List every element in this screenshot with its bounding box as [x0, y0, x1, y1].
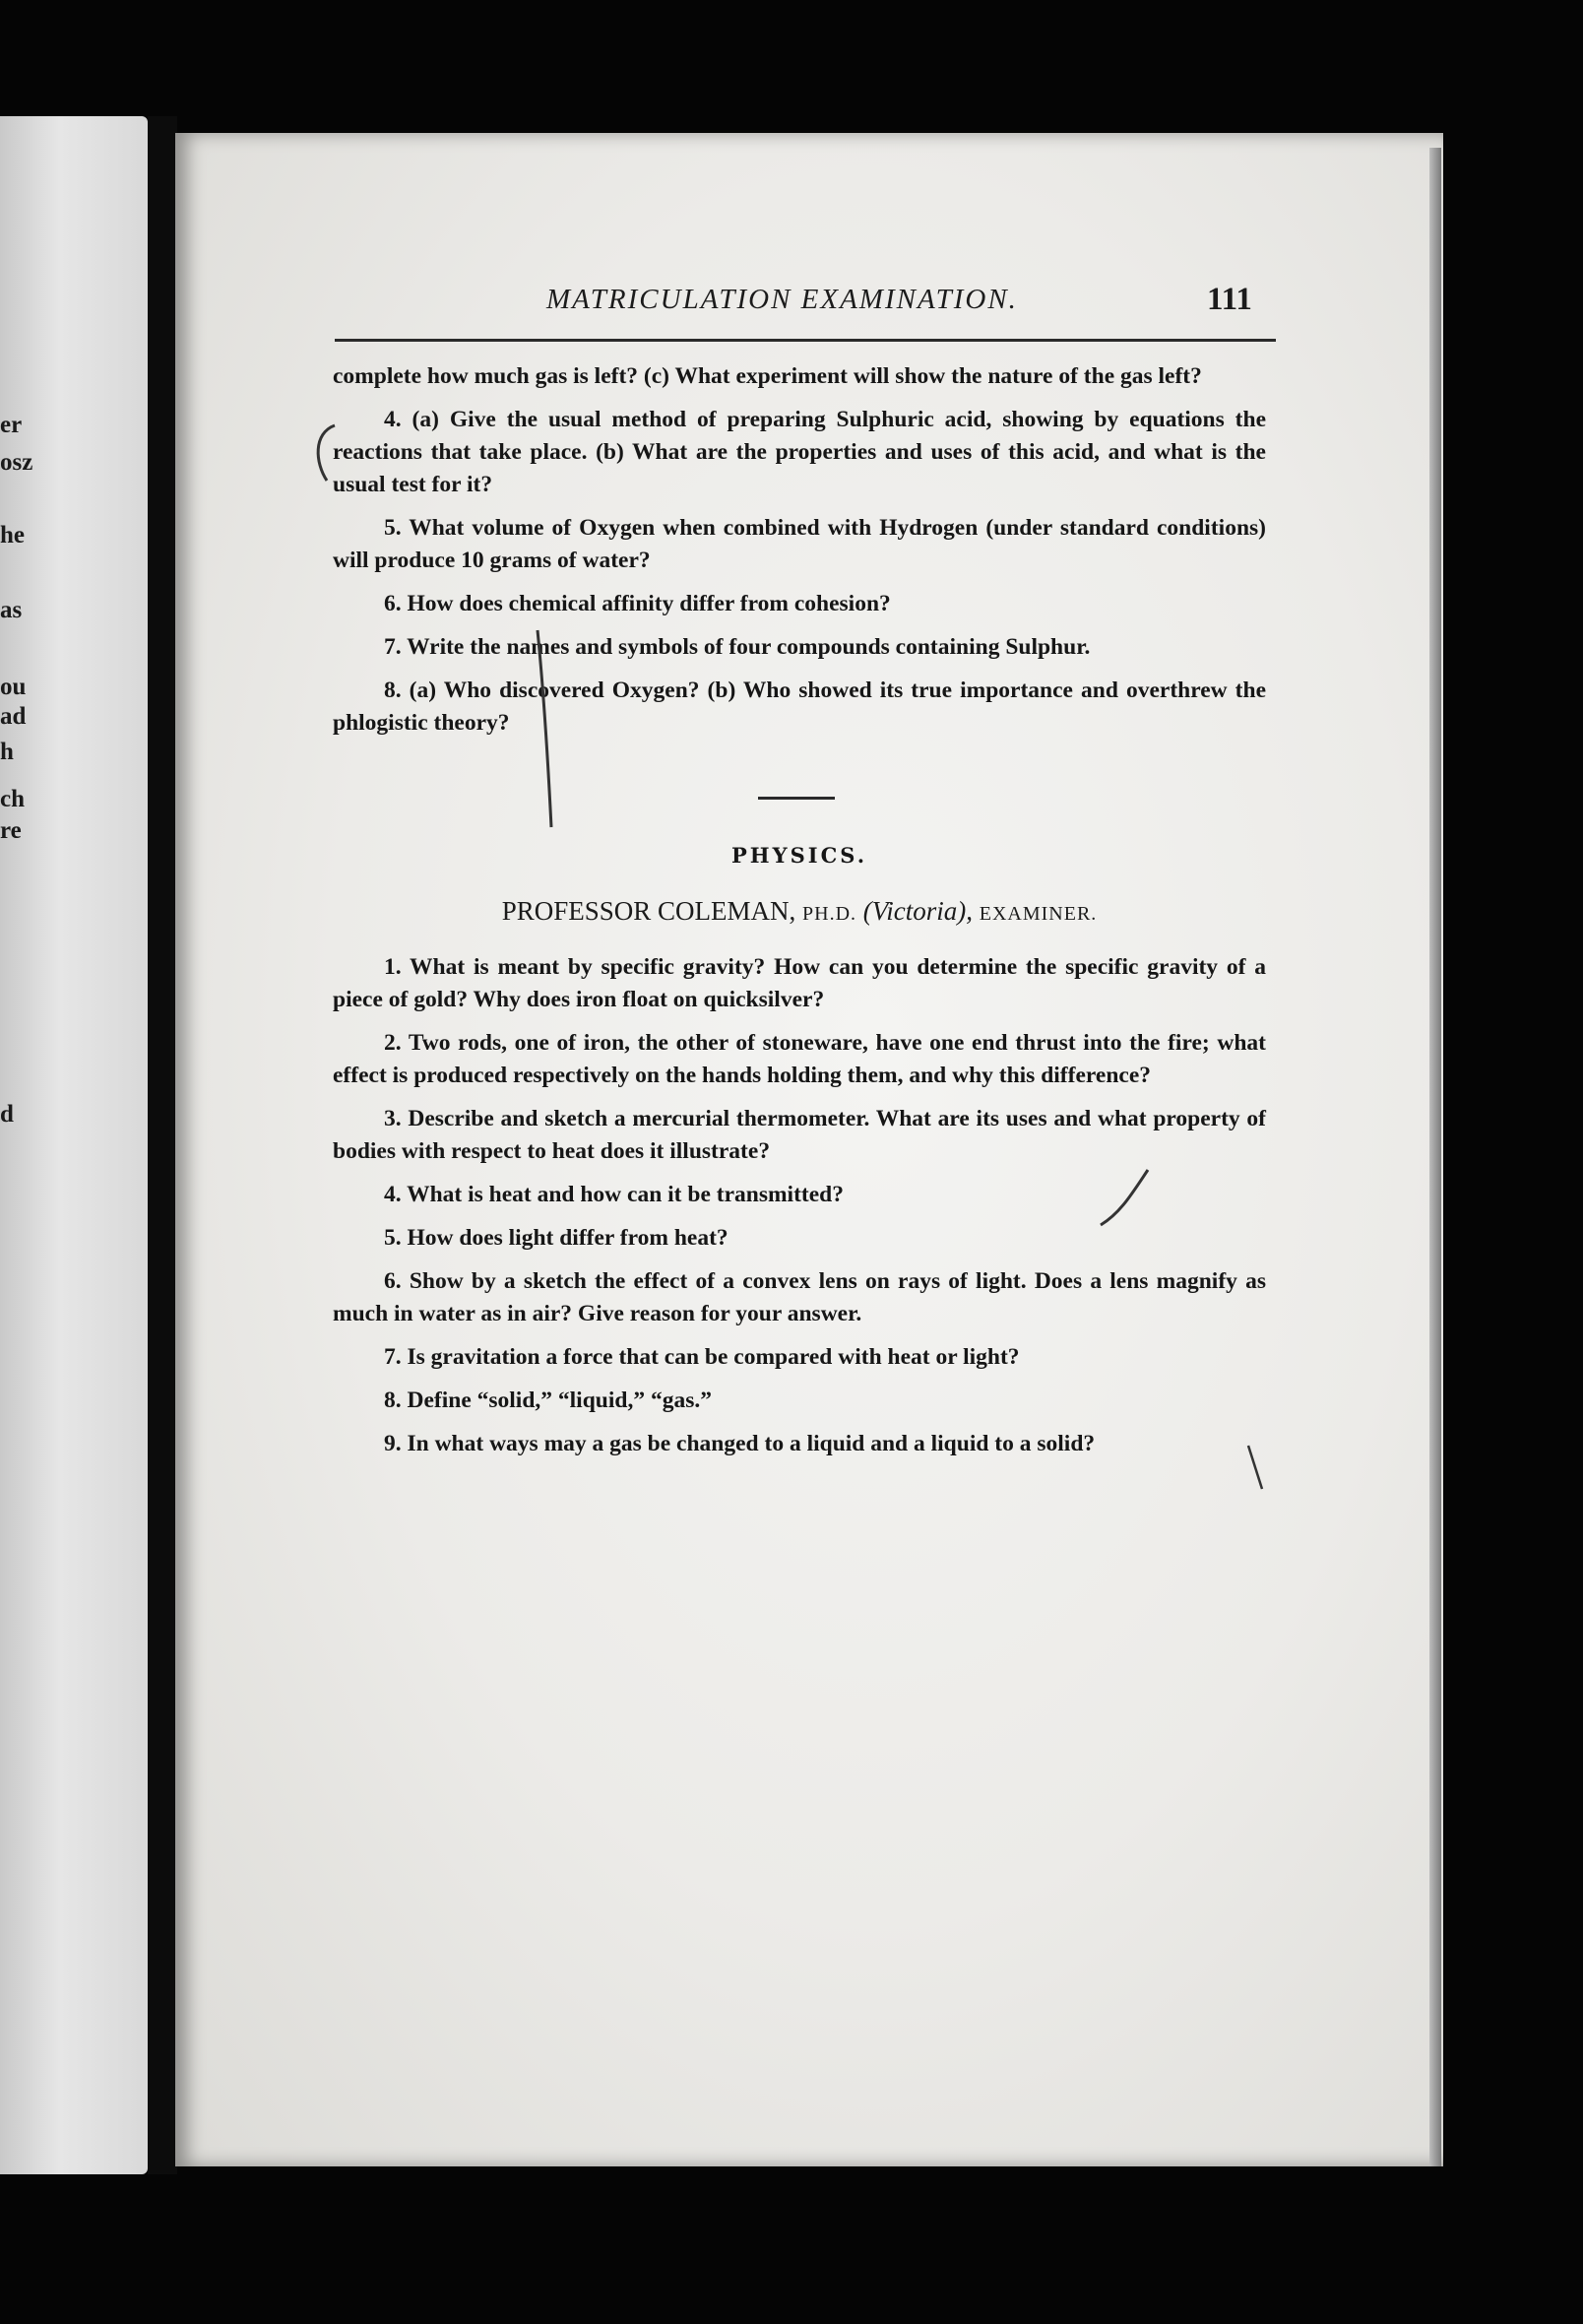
question: 7. Write the names and symbols of four compounds containing Sulphur. — [384, 634, 1091, 660]
facing-page-text: he — [0, 522, 25, 549]
question: 1. What is meant by specific gravity? How can you determine the specific gravity of a piece of gold? Why does iron float on quicksilver? — [333, 954, 1266, 1012]
question: 5. How does light differ from heat? — [384, 1225, 728, 1251]
facing-page-text: as — [0, 597, 23, 623]
question: 8. (a) Who discovered Oxygen? (b) Who showed its true importance and overthrew the phlogistic theory? — [333, 678, 1266, 736]
question: 3. Describe and sketch a mercurial thermometer. What are its uses and what property of bodies with respect to heat does it illustrate? — [333, 1106, 1266, 1164]
examiner-degree: PH.D. — [802, 903, 857, 925]
facing-page-text: ad — [0, 703, 27, 730]
section-heading: PHYSICS. — [730, 843, 868, 868]
facing-page-text: osz — [0, 449, 33, 476]
question: 4. (a) Give the usual method of preparing Sulphuric acid, showing by equations the reactions that take place. (b) What are the properties and uses of this acid, and what is the usual test for it? — [333, 407, 1266, 497]
question: 4. What is heat and how can it be transmitted? — [384, 1182, 844, 1207]
examiner-role: EXAMINER. — [979, 903, 1098, 925]
question: 6. Show by a sketch the effect of a convex lens on rays of light. Does a lens magnify as much in water as in air? Give reason for your answer. — [333, 1268, 1266, 1326]
question: 6. How does chemical affinity differ from cohesion? — [384, 591, 891, 616]
question-continuation: complete how much gas is left? (c) What experiment will show the nature of the gas left? — [333, 363, 1202, 389]
facing-page-text: d — [0, 1101, 14, 1128]
facing-page-text: h — [0, 739, 14, 765]
facing-page-text: er — [0, 412, 23, 438]
question: 9. In what ways may a gas be changed to a liquid and a liquid to a solid? — [384, 1431, 1096, 1456]
question: 8. Define “solid,” “liquid,” “gas.” — [384, 1388, 712, 1413]
page-number: 111 — [1207, 282, 1252, 317]
examiner-name: PROFESSOR COLEMAN, — [501, 896, 796, 926]
facing-page-text: ou — [0, 674, 27, 700]
facing-page-text: re — [0, 817, 22, 844]
running-header: MATRICULATION EXAMINATION. — [546, 284, 1018, 315]
question: 7. Is gravitation a force that can be compared with heat or light? — [384, 1344, 1020, 1370]
facing-page-text: ch — [0, 786, 25, 812]
examiner-institution: (Victoria), — [862, 896, 973, 926]
question: 5. What volume of Oxygen when combined with Hydrogen (under standard conditions) will produce 10 grams of water? — [333, 515, 1266, 573]
question: 2. Two rods, one of iron, the other of stoneware, have one end thrust into the fire; what effect is produced respectively on the hands holding them, and why this difference? — [333, 1030, 1266, 1088]
